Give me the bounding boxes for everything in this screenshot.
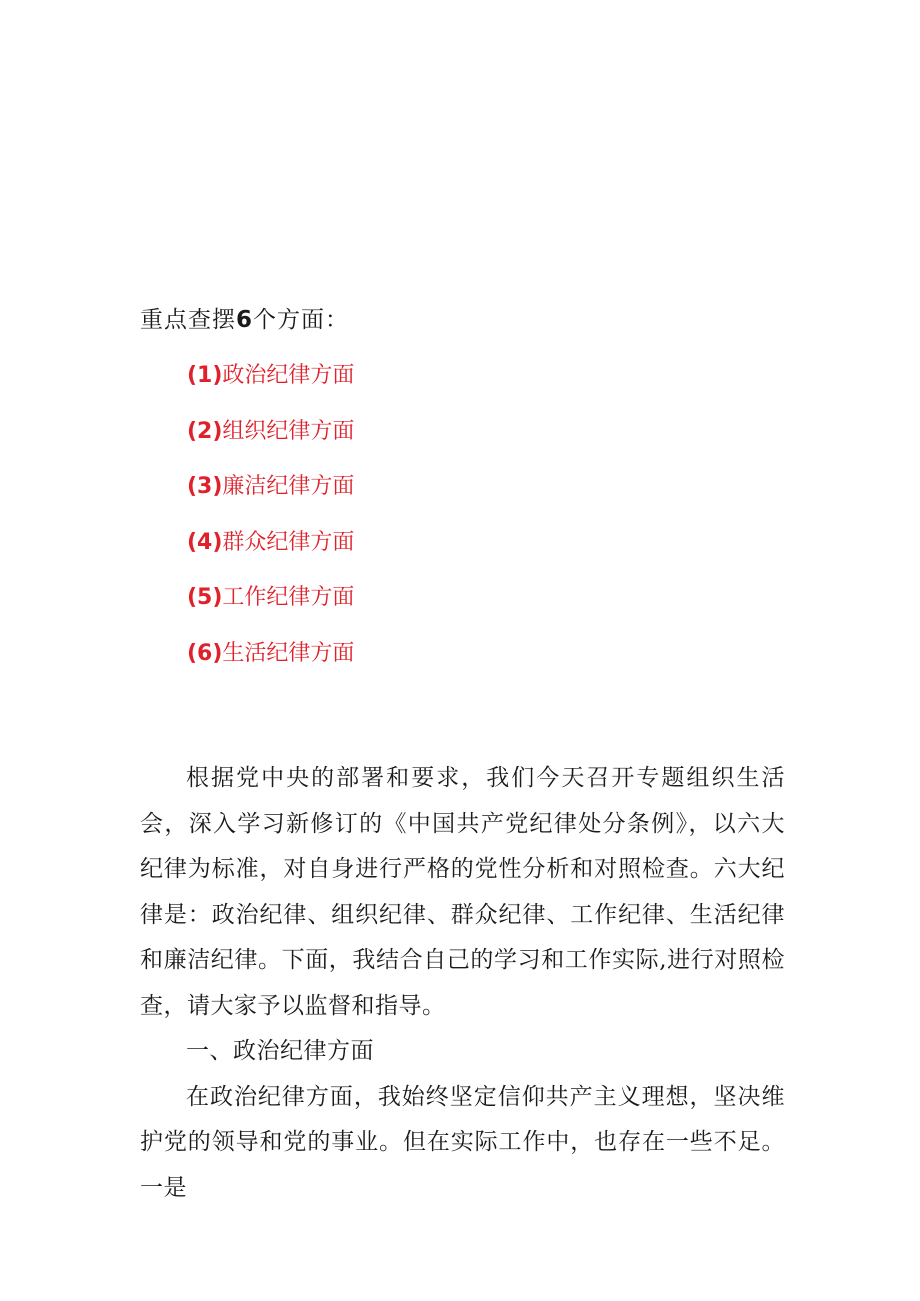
aspect-list <box>187 358 354 692</box>
intro-paragraph: 根据党中央的部署和要求，我们今天召开专题组织生活会，深入学习新修订的《中国共产党纪律处分条例》，以六大纪律为标准，对自身进行严格的党性分析和对照检查。六大纪律是：政治纪律、组织纪律、群众纪律、工作纪律、生活纪律和廉洁纪律。下面，我结合自己的学习和工作实际,进行对照检查，请大家予以监督和指导。 <box>140 765 785 1019</box>
aspect-index: (4) <box>187 529 223 555</box>
aspect-item-4 <box>187 525 354 581</box>
aspect-item-2 <box>187 414 354 470</box>
section-one-paragraph: 在政治纪律方面，我始终坚定信仰共产主义理想，坚决维护党的领导和党的事业。但在实际工作中，也存在一些不足。一是 <box>140 1083 785 1201</box>
aspect-index: (2) <box>187 418 223 444</box>
focus-heading-prefix: 重点查摆 <box>140 307 236 333</box>
body-text <box>140 756 785 1211</box>
section-one-heading: 一、政治纪律方面 <box>186 1038 374 1064</box>
aspect-label: 工作纪律方面 <box>222 585 355 611</box>
aspect-label: 廉洁纪律方面 <box>222 474 355 500</box>
aspect-index: (6) <box>187 640 223 666</box>
aspect-label: 群众纪律方面 <box>222 529 355 555</box>
focus-heading <box>140 302 349 338</box>
aspect-item-1 <box>187 358 354 414</box>
aspect-label: 组织纪律方面 <box>222 418 355 444</box>
aspect-item-5 <box>187 580 354 636</box>
aspect-item-6 <box>187 636 354 692</box>
aspect-index: (3) <box>187 474 223 500</box>
aspect-label: 政治纪律方面 <box>222 363 355 388</box>
aspect-item-3 <box>187 469 354 525</box>
focus-heading-suffix: 个方面： <box>253 307 350 333</box>
aspect-label: 生活纪律方面 <box>222 640 355 666</box>
focus-heading-number: 6 <box>236 307 254 333</box>
aspect-index: (5) <box>187 585 223 611</box>
aspect-index: (1) <box>187 363 223 388</box>
